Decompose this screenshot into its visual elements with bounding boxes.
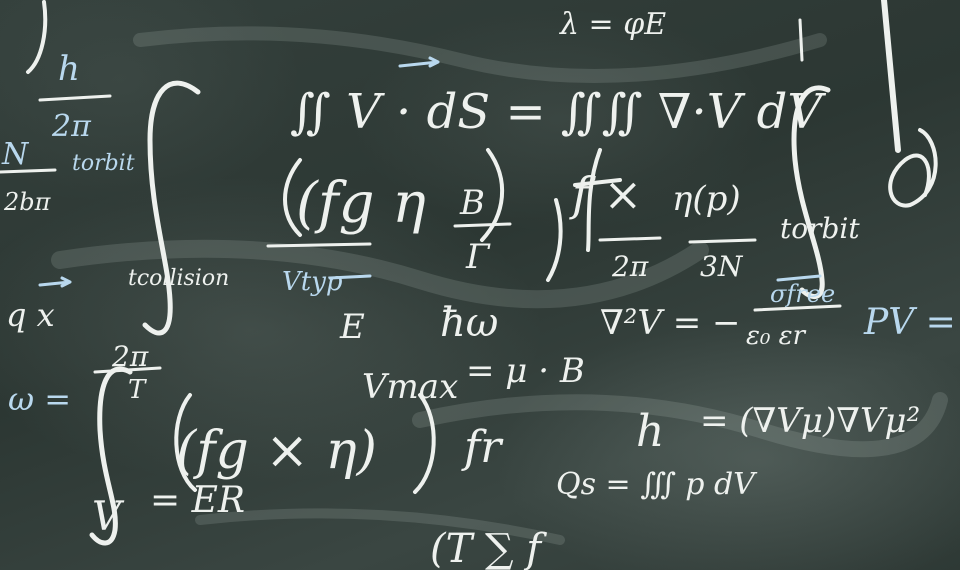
v-max: Vmax bbox=[362, 367, 459, 407]
two-pi-denominator: 2π bbox=[52, 109, 91, 144]
fg-eta-lower: (fg × η) bbox=[176, 421, 377, 481]
q-s-integral: Qs = ∭ p dV bbox=[556, 467, 755, 502]
t-orbit-right: torbit bbox=[780, 212, 860, 245]
e-field: E bbox=[340, 307, 365, 347]
mu-dot-b: = μ · B bbox=[466, 351, 585, 391]
poisson-equation: ∇²V = − bbox=[600, 303, 741, 343]
gamma-sum-bottom: (T ∑ f bbox=[430, 526, 542, 570]
t-denominator: T bbox=[128, 375, 146, 405]
omega-equation: ω = bbox=[8, 380, 72, 418]
lambda-expression: λ = φE bbox=[560, 7, 667, 42]
v-typ: Vtyp bbox=[282, 267, 343, 297]
grad-v-squared: = (∇Vμ)∇Vμ² bbox=[700, 401, 921, 441]
h-symbol: h bbox=[58, 49, 80, 89]
e-r-lower: = ER bbox=[150, 480, 245, 521]
gamma-denominator: Γ bbox=[466, 237, 490, 277]
sigma-free: σfree bbox=[770, 280, 836, 308]
f-times: f × bbox=[572, 167, 643, 221]
q-x: q x bbox=[6, 296, 55, 334]
hbar-omega: ħω bbox=[440, 300, 499, 346]
pv-equation: PV = bbox=[864, 302, 956, 343]
n-denominator: 2bπ bbox=[4, 188, 51, 216]
n-numerator: N bbox=[2, 137, 29, 172]
t-collision: tcollision bbox=[128, 266, 230, 291]
fg-eta-expression: (fg η bbox=[296, 171, 426, 236]
two-pi-over-t: 2π bbox=[112, 340, 149, 373]
h-lower: h bbox=[636, 406, 665, 457]
three-n: 3N bbox=[700, 250, 743, 283]
t-orbit-left: torbit bbox=[72, 151, 135, 176]
two-pi-mid: 2π bbox=[612, 250, 649, 283]
epsilon-r: ε₀ εr bbox=[746, 321, 806, 351]
b-numerator: B bbox=[460, 183, 485, 223]
f-r: fr bbox=[464, 422, 502, 473]
eta-of-p: η(p) bbox=[672, 179, 741, 219]
surface-integral-equation: ∬ V · dS = ∬∬ ∇·V dV bbox=[290, 84, 823, 140]
v-lower: V bbox=[92, 494, 121, 540]
